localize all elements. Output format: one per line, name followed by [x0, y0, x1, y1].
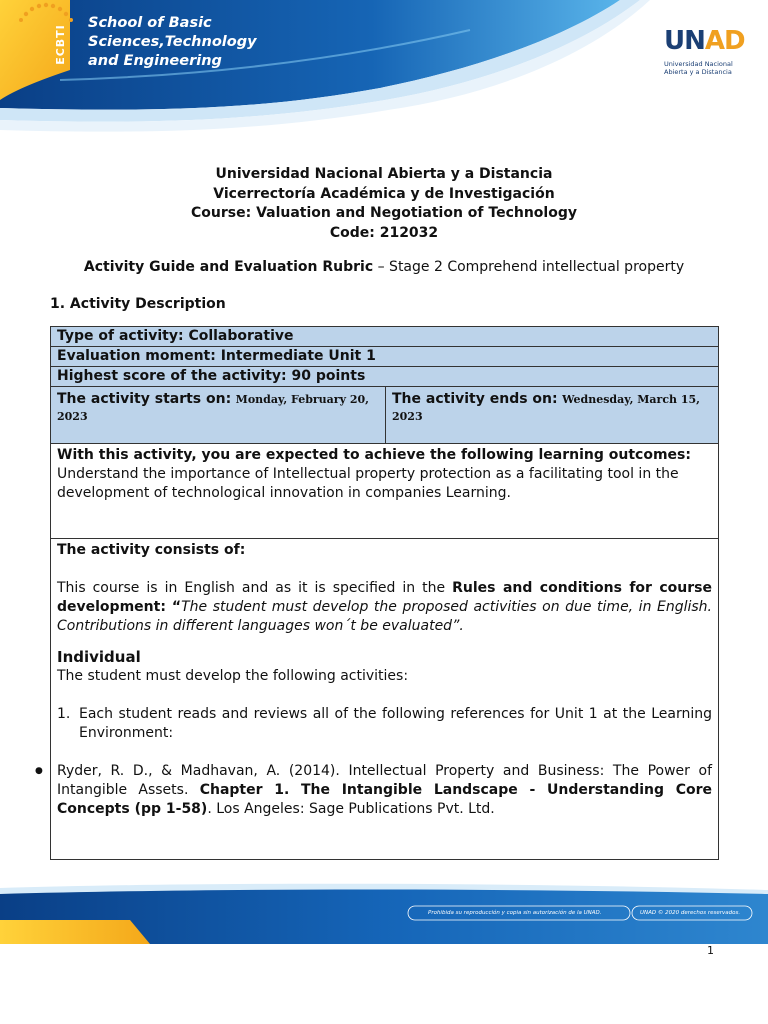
- consists-quote-end: ”.: [452, 618, 464, 634]
- row-highest-score: Highest score of the activity: 90 points: [51, 367, 718, 387]
- individual-text: The student must develop the following activities:: [57, 668, 409, 684]
- school-line-1: School of Basic: [88, 15, 212, 31]
- document-title: [0, 165, 768, 243]
- start-value: Monday, February 20, 2023: [57, 393, 369, 423]
- consists-heading: The activity consists of:: [57, 542, 246, 558]
- footer-copyright-notice: Prohibida su reproducción y copia sin autorización de la UNAD.: [428, 910, 602, 916]
- outcomes-text: Understand the importance of Intellectual property protection as a facilitating tool in the development of technological innovation in companies Learning.: [57, 466, 679, 501]
- consists-quote: The student must develop the proposed activities on due time, in English. Contributions in different languages won´t be evaluated: [57, 599, 713, 634]
- row-dates: [51, 387, 718, 444]
- unad-sub-2: Abierta y a Distancia: [664, 68, 732, 76]
- school-line-3: and Engineering: [88, 53, 222, 69]
- unad-logo-icon: [0, 0, 100, 72]
- consists-text-a: This course is in English and as it is specified in the: [57, 580, 453, 596]
- guide-bold: Activity Guide and Evaluation Rubric: [83, 259, 374, 275]
- start-date-cell: [51, 387, 386, 443]
- guide-subtitle: [0, 259, 768, 275]
- title-code: Code: 212032: [329, 224, 439, 241]
- reference-text-end: . Los Angeles: Sage Publications Pvt. Ltd.: [207, 801, 495, 817]
- page-number: 1: [707, 944, 714, 957]
- row-activity-type: Type of activity: Collaborative: [51, 327, 718, 347]
- unad-un: UN: [664, 26, 705, 56]
- list-item-1-text: Each student reads and reviews all of the following references for Unit 1 at the Learning Environment:: [79, 706, 712, 741]
- list-item-1: [57, 705, 712, 743]
- end-label: The activity ends on:: [392, 391, 558, 407]
- consists-rules-bold: Rules and conditions for course development: “: [57, 580, 712, 615]
- title-course: Course: Valuation and Negotiation of Technology: [191, 205, 577, 221]
- reference-chapter: Chapter 1. The Intangible Landscape - Understanding Core Concepts (pp 1-58): [57, 782, 713, 817]
- school-name: [88, 14, 257, 71]
- end-value: Wednesday, March 15, 2023: [392, 393, 700, 423]
- section-heading: 1. Activity Description: [50, 296, 226, 312]
- unad-wordmark: [664, 26, 745, 56]
- unad-sub-1: Universidad Nacional: [664, 60, 733, 68]
- consists-paragraph: [57, 579, 712, 636]
- school-line-2: Sciences,Technology: [88, 34, 257, 50]
- guide-rest: – Stage 2 Comprehend intellectual property: [373, 259, 685, 275]
- outcomes-heading: With this activity, you are expected to achieve the following learning outcomes:: [57, 447, 691, 463]
- start-label: The activity starts on:: [57, 391, 232, 407]
- end-date-cell: [386, 387, 718, 443]
- bullet-dot-icon: ●: [35, 766, 43, 776]
- footer-rights: UNAD © 2020 derechos reservados.: [640, 910, 741, 916]
- row-activity-consists: [35, 539, 718, 859]
- unad-subtitle: [664, 60, 764, 76]
- reference-text-a: Ryder, R. D., & Madhavan, A. (2014). Intellectual Property and Business: The Power of Intangible Assets.: [57, 763, 712, 798]
- reference-bullet: [35, 762, 713, 819]
- activity-table: [35, 326, 719, 860]
- individual-heading: Individual: [57, 648, 141, 666]
- unad-ad: AD: [704, 26, 745, 56]
- title-university: Universidad Nacional Abierta y a Distancia: [215, 166, 553, 182]
- row-learning-outcomes: [51, 444, 718, 539]
- list-item-1-number: 1.: [57, 706, 71, 722]
- ecbti-label: ECBTI: [53, 24, 67, 65]
- row-evaluation-moment: Evaluation moment: Intermediate Unit 1: [51, 347, 718, 367]
- header-banner: [0, 0, 768, 150]
- title-vice-rectory: Vicerrectoría Académica y de Investigación: [213, 185, 555, 202]
- footer-banner: [0, 880, 768, 944]
